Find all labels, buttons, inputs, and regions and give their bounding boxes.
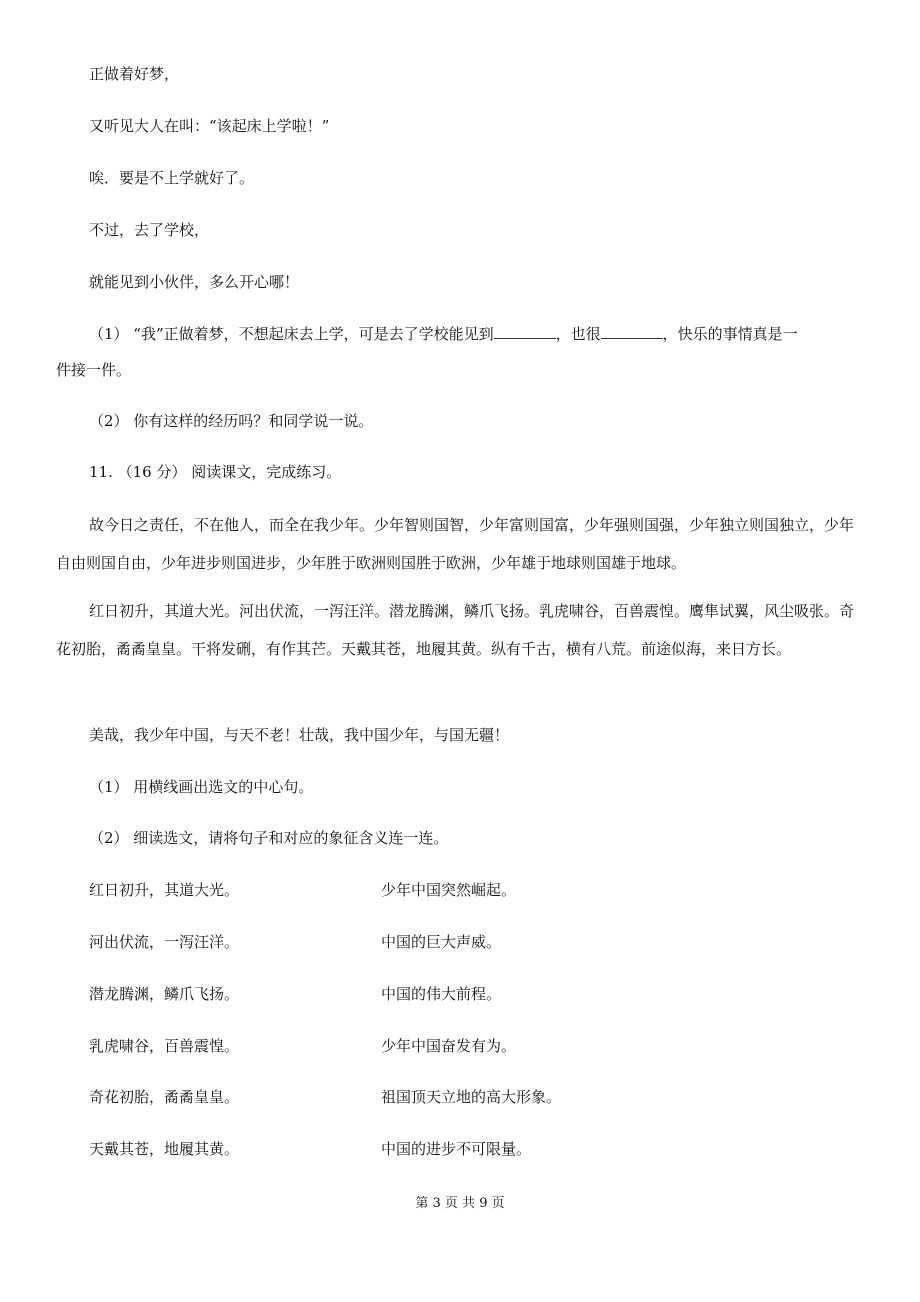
match-left-4: 乳虎啸谷，百兽震惶。 [89, 1037, 240, 1055]
answer-blank-1[interactable] [494, 324, 556, 339]
question-11-title: 11. （16 分） 阅读课文，完成练习。 [89, 463, 342, 481]
passage-paragraph-2: 红日初升，其道大光。河出伏流，一泻汪洋。潜龙腾渊，鳞爪飞扬。乳虎啸谷，百兽震惶。鹰隼试翼，风尘吸张。奇花初胎，矞矞皇皇。干将发硎，有作其芒。天戴其苍，地履其黄。纵有千古，横有八荒。前途似海，来日方长。 [56, 602, 855, 658]
question-1-continuation: 件接一件。 [56, 361, 132, 379]
question-1-text-a: （1） “我”正做着梦，不想起床去上学，可是去了学校能见到 [89, 325, 494, 343]
poem-line-3: 唉．要是不上学就好了。 [89, 169, 255, 187]
match-right-6: 中国的进步不可限量。 [381, 1140, 532, 1158]
match-left-6: 天戴其苍，地履其黄。 [89, 1140, 240, 1158]
match-right-2: 中国的巨大声威。 [381, 933, 502, 951]
match-left-1: 红日初升，其道大光。 [89, 881, 240, 899]
subquestion-2: （2） 细读选文，请将句子和对应的象征含义连一连。 [89, 829, 449, 847]
match-right-4: 少年中国奋发有为。 [381, 1037, 517, 1055]
passage-paragraph-3: 美哉，我少年中国，与天不老！壮哉，我中国少年，与国无疆！ [89, 726, 510, 744]
match-right-1: 少年中国突然崛起。 [381, 881, 517, 899]
question-1-text-b: ，也很 [555, 325, 601, 343]
match-left-3: 潜龙腾渊，鳞爪飞扬。 [89, 985, 240, 1003]
poem-line-1: 正做着好梦， [89, 65, 180, 83]
match-right-5: 祖国顶天立地的高大形象。 [381, 1088, 562, 1106]
subquestion-1: （1） 用横线画出选文的中心句。 [89, 778, 314, 796]
poem-line-4: 不过，去了学校， [89, 221, 210, 239]
match-left-2: 河出伏流，一泻汪洋。 [89, 933, 240, 951]
poem-line-2: 又听见大人在叫：“该起床上学啦！” [89, 117, 330, 135]
match-left-5: 奇花初胎，矞矞皇皇。 [89, 1088, 240, 1106]
question-1 [89, 324, 798, 344]
question-2: （2） 你有这样的经历吗？和同学说一说。 [89, 412, 374, 430]
question-1-text-c: ，快乐的事情真是一 [662, 325, 798, 343]
page-footer: 第 3 页 共 9 页 [415, 1196, 505, 1211]
passage-paragraph-1: 故今日之责任，不在他人，而全在我少年。少年智则国智，少年富则国富，少年强则国强，少年独立则国独立，少年自由则国自由，少年进步则国进步，少年胜于欧洲则国胜于欧洲，少年雄于地球则国雄于地球。 [56, 516, 855, 572]
poem-line-5: 就能见到小伙伴，多么开心哪！ [89, 273, 300, 291]
match-right-3: 中国的伟大前程。 [381, 985, 502, 1003]
answer-blank-2[interactable] [601, 324, 663, 339]
